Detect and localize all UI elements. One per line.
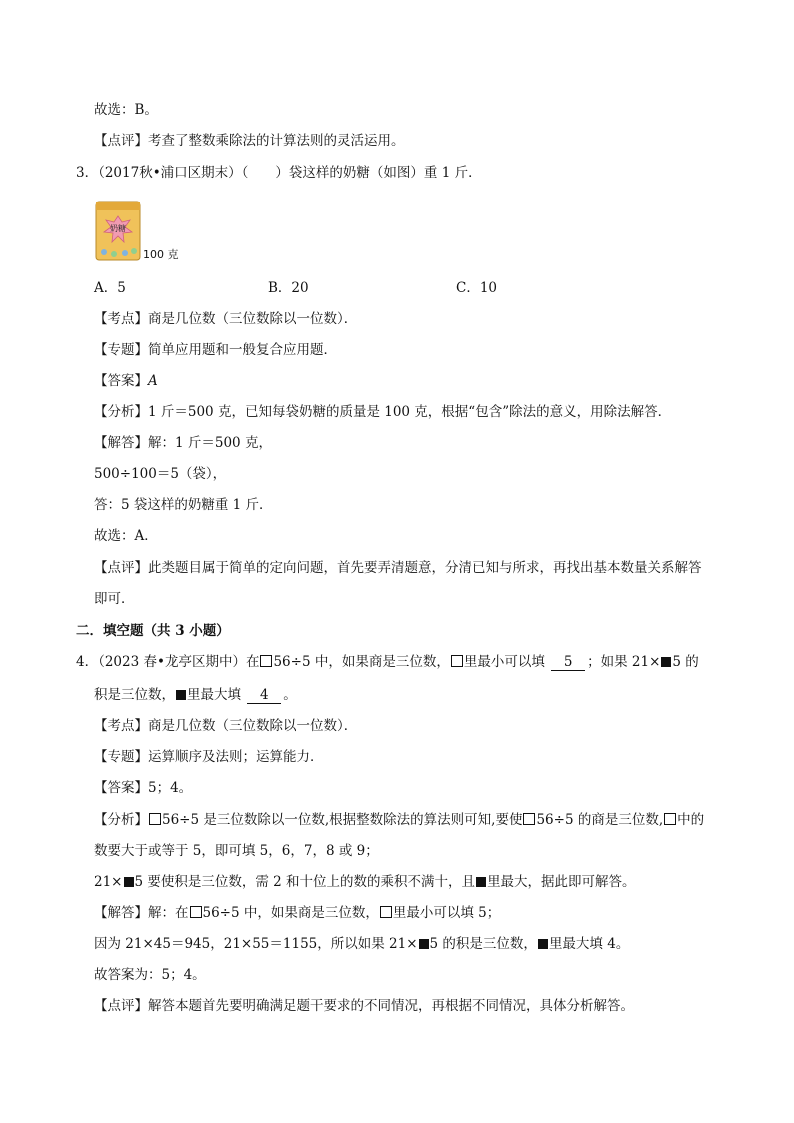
hollow-square-icon xyxy=(260,655,272,667)
review-line-2: 即可． xyxy=(94,591,135,607)
q4-review-line: 【点评】解答本题首先要明确满足题干要求的不同情况，再根据不同情况，具体分析解答。 xyxy=(94,998,634,1014)
q4-analysis-line-1: 【分析】 56÷5 是三位数除以一位数,根据整数除法的算法则可知,要使 56÷5 的商是三位数, 中的 xyxy=(94,812,705,828)
q4-solution-line-1: 【解答】解：在 56÷5 中，如果商是三位数， 里最小可以填 5； xyxy=(94,905,501,921)
choice-line-q3: 故选：A． xyxy=(94,528,158,544)
question-4-stem-line-1: 4．（2023 春•龙亭区期中）在 56÷5 中，如果商是三位数， 里最小可以填 5 ；如果 21× 5 的 xyxy=(76,654,699,670)
q4-solution-line-2: 因为 21×45＝945，21×55＝1155，所以如果 21× 5 的积是三位数， 里最大填 4。 xyxy=(94,936,630,952)
q4-analysis-line-3: 21× 5 要使积是三位数，需 2 和十位上的数的乘积不满十，且 里最大，据此即可解答。 xyxy=(94,874,636,890)
filled-square-icon xyxy=(419,939,429,949)
q4-kaodian-line: 【考点】商是几位数（三位数除以一位数）． xyxy=(94,718,358,734)
analysis-line: 【分析】1 斤＝500 克，已知每袋奶糖的质量是 100 克，根据“包含”除法的意义，用除法解答． xyxy=(94,404,672,420)
option-c: C．10 xyxy=(456,280,498,296)
comment-tag: 【点评】 xyxy=(94,133,148,149)
kaodian-tag: 【考点】 xyxy=(94,311,148,327)
analysis-tag: 【分析】 xyxy=(94,404,148,420)
q4-answer-line: 【答案】5；4。 xyxy=(94,780,193,796)
candy-bag-icon xyxy=(94,198,142,262)
solution-line-1: 【解答】解：1 斤＝500 克， xyxy=(94,435,272,451)
filled-square-icon xyxy=(124,877,134,887)
solution-line-3: 答：5 袋这样的奶糖重 1 斤． xyxy=(94,497,273,513)
answer-blank-1[interactable]: 5 xyxy=(551,655,585,671)
comment-text: 考查了整数乘除法的计算法则的灵活运用。 xyxy=(148,133,405,149)
q4-zhuanti-line: 【专题】运算顺序及法则；运算能力． xyxy=(94,749,324,765)
q4-analysis-line-2: 数要大于或等于 5，即可填 5，6，7，8 或 9； xyxy=(94,843,379,859)
candy-weight-label: 100 克 xyxy=(143,248,179,261)
solution-tag: 【解答】 xyxy=(94,435,148,451)
solution-line-2: 500÷100＝5（袋）， xyxy=(94,466,227,482)
question-4-stem-line-2: 积是三位数， 里最大填 4 。 xyxy=(94,687,297,703)
candy-bag-figure xyxy=(94,198,194,264)
option-a: A．5 xyxy=(94,280,126,296)
zhuanti-tag: 【专题】 xyxy=(94,342,148,358)
review-tag: 【点评】 xyxy=(94,560,148,576)
hollow-square-icon xyxy=(190,906,202,918)
answer-line: 【答案】A xyxy=(94,373,158,389)
filled-square-icon xyxy=(176,690,186,700)
q4-final-answer: 故答案为：5；4。 xyxy=(94,967,206,983)
option-b: B．20 xyxy=(268,280,309,296)
question-3-stem: 3．（2017秋•浦口区期末）（ ）袋这样的奶糖（如图）重 1 斤． xyxy=(76,165,482,181)
section-title: 二．填空题（共 3 小题） xyxy=(76,623,230,639)
filled-square-icon xyxy=(476,877,486,887)
answer-blank-2[interactable]: 4 xyxy=(247,688,281,704)
review-line-1: 【点评】此类题目属于简单的定向问题，首先要弄清题意，分清已知与所求，再找出基本数量关系解答 xyxy=(94,560,702,576)
answer-tag: 【答案】 xyxy=(94,373,148,389)
comment-line xyxy=(94,132,405,150)
candy-bag-text: 奶糖 xyxy=(110,224,126,233)
hollow-square-icon xyxy=(380,906,392,918)
kaodian-line: 【考点】商是几位数（三位数除以一位数）． xyxy=(94,311,358,327)
zhuanti-line: 【专题】简单应用题和一般复合应用题． xyxy=(94,342,337,358)
hollow-square-icon xyxy=(664,813,676,825)
choice-line: 故选：B。 xyxy=(94,102,158,118)
filled-square-icon xyxy=(661,657,671,667)
hollow-square-icon xyxy=(451,655,463,667)
hollow-square-icon xyxy=(149,813,161,825)
filled-square-icon xyxy=(538,939,548,949)
hollow-square-icon xyxy=(523,813,535,825)
